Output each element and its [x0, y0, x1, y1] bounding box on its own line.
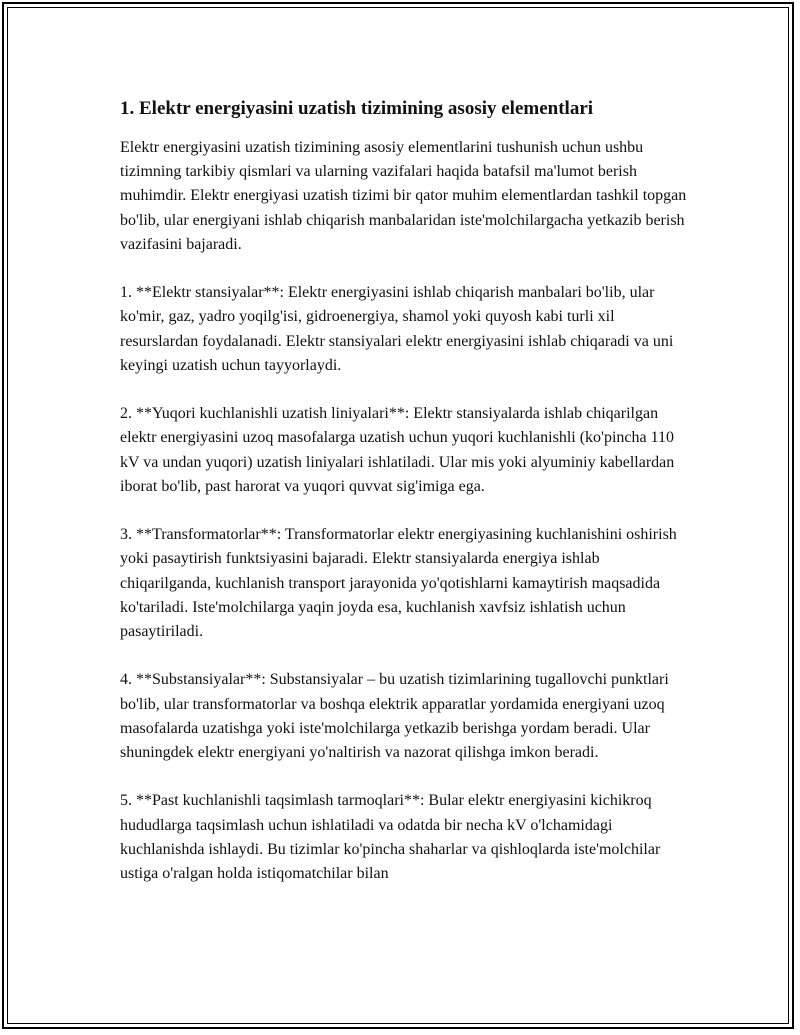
intro-paragraph: Elektr energiyasini uzatish tizimining asosiy elementlarini tushunish uchun ushbu tizimning tarkibiy qismlari va ularning vazifalari haqida batafsil ma'lumot berish muhimdir. Elektr energiyasi uzatish tizimi bir qator muhim elementlardan tashkil topgan bo'lib, ular energiyani ishlab chiqarish manbalaridan iste'molchilargacha yetkazib berish vazifasini bajaradi. [120, 139, 687, 253]
item-transformers: 3. **Transformatorlar**: Transformatorlar elektr energiyasining kuchlanishini oshirish yoki pasaytirish funktsiyasini bajaradi. Elektr stansiyalarda energiya ishlab chiqarilganda, kuchlanish transport jarayonida yo'qotishlarni kamaytirish maqsadida ko'tariladi. Iste'molchilarga yaqin joyda esa, kuchlanish xavfsiz ishlatish uchun pasaytiriladi. [120, 526, 677, 641]
page-frame [2, 2, 794, 1029]
item-power-stations: 1. **Elektr stansiyalar**: Elektr energiyasini ishlab chiqarish manbalari bo'lib, ular ko'mir, gaz, yadro yoqilg'isi, gidroenergiya, shamol yoki quyosh kabi turli xil resurslardan foydalanadi. Elektr stansiyalari elektr energiyasini ishlab chiqaradi va uni keyingi uzatish uchun tayyorlaydi. [120, 284, 674, 374]
section-heading: 1. Elektr energiyasini uzatish tizimining asosiy elementlari [120, 98, 594, 119]
item-substations: 4. **Substansiyalar**: Substansiyalar – bu uzatish tizimlarining tugallovchi punktlari bo'lib, ular transformatorlar va boshqa elektrik apparatlar yordamida energiyani uzoq masofalarda uzatishga yoki iste'molchilarga yetkazib berishga yordam beradi. Ular shuningdek elektr energiyani yo'naltirish va nazorat qilishga imkon beradi. [120, 671, 669, 762]
document-body [120, 96, 690, 910]
item-high-voltage-lines: 2. **Yuqori kuchlanishli uzatish liniyalari**: Elektr stansiyalarda ishlab chiqarilgan elektr energiyasini uzoq masofalarga uzatish uchun yuqori kuchlanishli (ko'pincha 110 kV va undan yuqori) uzatish liniyalari ishlatiladi. Ular mis yoki alyuminiy kabellardan iborat bo'lib, past harorat va yuqori quvvat sig'imiga ega. [120, 405, 675, 495]
item-low-voltage-networks: 5. **Past kuchlanishli taqsimlash tarmoqlari**: Bular elektr energiyasini kichikroq hududlarga taqsimlash uchun ishlatiladi va odatda bir necha kV o'lchamidagi kuchlanishda ishlaydi. Bu tizimlar ko'pincha shaharlar va qishloqlarda iste'molchilar ustiga o'ralgan holda istiqomatchilar bilan [120, 792, 661, 883]
